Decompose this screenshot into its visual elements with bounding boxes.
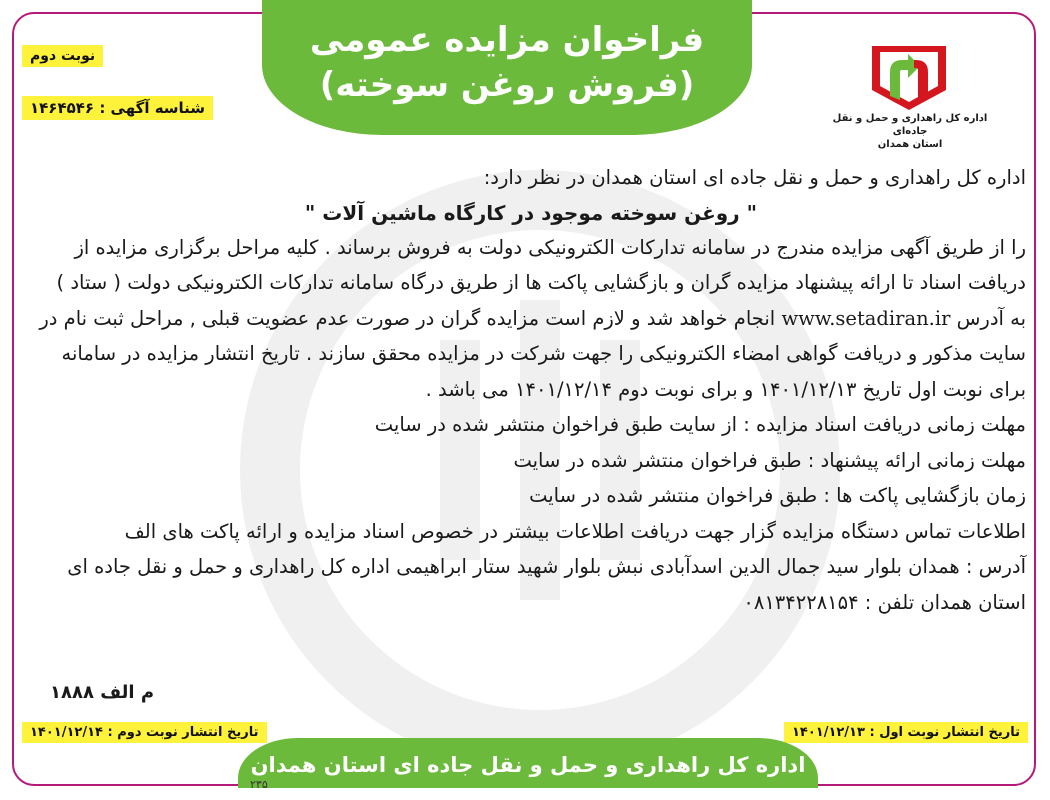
round-badge: نوبت دوم (22, 45, 103, 67)
road-transport-logo-icon (868, 38, 950, 112)
address-text: آدرس : همدان بلوار سید جمال الدین اسدآبادی نبش بلوار شهید ستار ابراهیمی اداره کل راهداری و حمل و نقل جاده ای استان همدان تلفن : ۰۸۱۳۴۲۲۸۱۵۴ (67, 555, 1026, 614)
page-subtitle: (فروش روغن سوخته) (319, 65, 695, 105)
contact-info: اطلاعات تماس دستگاه مزایده گزار جهت دریافت اطلاعات بیشتر در خصوص اسناد مزایده و ارائه پاکت های الف (124, 519, 1026, 543)
first-publication-date: تاریخ انتشار نوبت اول : ۱۴۰۱/۱۲/۱۳ (784, 722, 1028, 743)
notice-headline: " روغن سوخته موجود در کارگاه ماشین آلات " (304, 200, 758, 225)
paragraph-main: را از طریق آگهی مزایده مندرج در سامانه تدارکات الکترونیکی دولت به فروش برساند . کلیه مراحل برگزاری مزایده از دریافت اسناد تا ارائه پیشنهاد مزایده گران و بازگشایی پاکت ها از طریق درگاه سامانه تدارکات الکترونیکی دولت ( ستاد ) به آدرس www.setadiran.ir انجام خواهد شد و لازم است مزایده گران در صورت عدم عضویت قبلی , مراحل ثبت نام در سایت مذکور و دریافت گواهی امضاء الکترونیکی را جهت شرکت در مزایده محقق سازند . تاریخ انتشار مزایده در سامانه برای نوبت اول تاریخ ۱۴۰۱/۱۲/۱۳ و برای نوبت دوم ۱۴۰۱/۱۲/۱۴ می باشد . (39, 235, 1026, 401)
header-banner (262, 0, 752, 135)
page-number: ۲۳۵ (250, 778, 268, 791)
page-title: فراخوان مزایده عمومی (309, 20, 705, 60)
reference-code: م الف ۱۸۸۸ (50, 682, 155, 703)
opening-time: زمان بازگشایی پاکت ها : طبق فراخوان منتشر شده در سایت (529, 484, 1026, 507)
notice-body (36, 160, 1026, 620)
logo-caption: اداره کل راهداری و حمل و نقل جاده‌ای استان همدان (832, 113, 988, 150)
offer-deadline: مهلت زمانی ارائه پیشنهاد : طبق فراخوان منتشر شده در سایت (513, 448, 1026, 472)
ad-id-badge: شناسه آگهی : ۱۴۶۴۵۴۶ (22, 96, 213, 120)
second-publication-date: تاریخ انتشار نوبت دوم : ۱۴۰۱/۱۲/۱۴ (22, 722, 267, 743)
footer-banner: اداره کل راهداری و حمل و نقل جاده ای استان همدان (238, 738, 818, 788)
docs-deadline: مهلت زمانی دریافت اسناد مزایده : از سایت طبق فراخوان منتشر شده در سایت (374, 413, 1026, 436)
website-link[interactable]: www.setadiran.ir (781, 306, 951, 330)
intro-text: اداره کل راهداری و حمل و نقل جاده ای استان همدان در نظر دارد: (483, 166, 1026, 189)
